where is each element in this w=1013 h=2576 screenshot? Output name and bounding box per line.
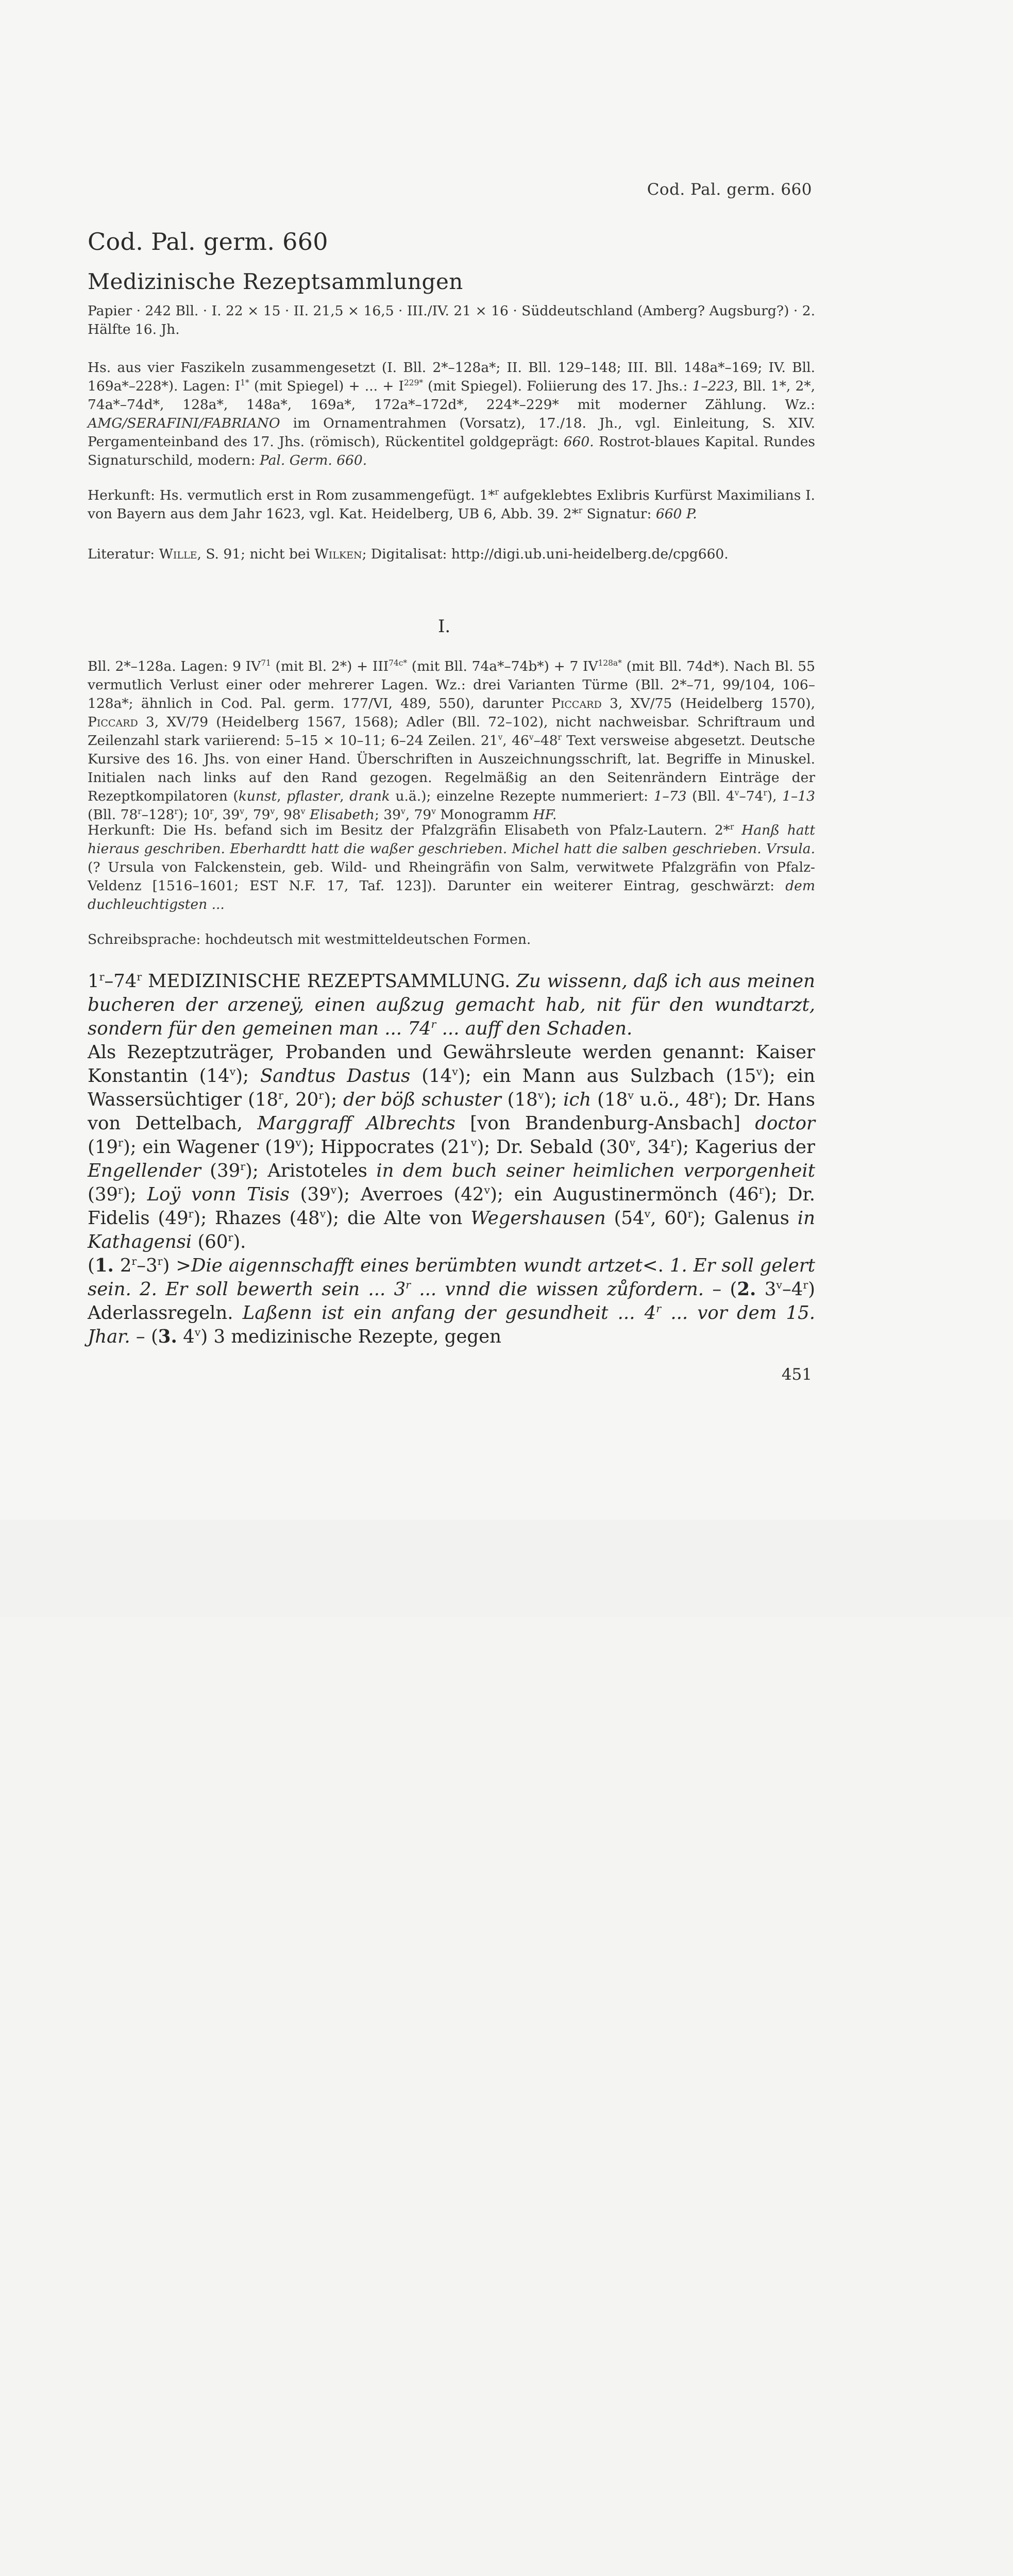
physical-description: Papier · 242 Bll. · I. 22 × 15 · II. 21,5 × 16,5 · III./IV. 21 × 16 · Süddeutschland (Amberg? Augsburg?) · 2. Hälfte 16. Jh. [88,303,815,337]
footer-bar [0,1520,1013,1617]
section-numeral: I. [438,616,451,637]
page-number: 451 [781,1365,812,1384]
entry-subtitle: Medizinische Rezeptsammlungen [88,269,463,294]
entry-title: Cod. Pal. germ. 660 [88,228,328,256]
section-description: Bll. 2*–128a. Lagen: 9 IV$^{71}$ (mit Bl. $2*) + III^{74c*}$ (mit Bll. 74a*–74b*) + 7 $IV^{128a*}$ (mit Bll. 74d*). Nach Bl. 55 vermutlich Verlust einer oder mehrerer Lagen. Wz.: drei Varianten Türme (Bll. 2*–71, 99/104, 106–128a*; ähnlich in Cod. Pal. germ. 177/VI, 489, 550), darunter Piccard 3, XV/75 (Heidelberg 1570), Piccard 3, XV/79 (Heidelberg 1567, 1568); Adler (Bll. 72–102), nicht nachweisbar. Schriftraum und Zeilenzahl stark variierend: 5–15 × 10–11; 6–24 Zeilen. 21$^v$, 46$^v$–48$^r$ Text versweise abgesetzt. Deutsche Kursive des 16. Jhs. von einer Hand. Überschriften in Auszeichnungsschrift, lat. Begriffe in Minuskel. Initialen nach links auf den Rand gezogen. Regelmäßig an den Seitenrändern Einträge der Rezeptkompilatoren (kunst, pflaster, drank u.ä.); einzelne Rezepte nummeriert: 1–73 (Bll. 4$^v$–74$^r$), 1–13 (Bll. 78$^r$–128$^r$); 10$^r$, 39$^v$, 79$^v$, 98$^v$ Elisabeth; 39$^v$, 79$^v$ Monogramm HF. [88,658,815,823]
section-language: Schreibsprache: hochdeutsch mit westmitteldeutschen Formen. [88,931,531,947]
codicology-paragraph: Hs. aus vier Faszikeln zusammengesetzt (I. Bll. 2*–128a*; II. Bll. 129–148; III. Bll. 148a*–169; IV. Bll. 169a*–228*). Lagen: $I^{1*}$ (mit Spiegel) + ... + $I^{229*}$ (mit Spiegel). Foliierung des 17. Jhs.: 1–223, Bll. 1*, 2*, 74a*–74d*, 128a*, 148a*, 169a*, 172a*–172d*, 224*–229* mit moderner Zählung. Wz.: AMG/SERAFINI/FABRIANO im Ornamentrahmen (Vorsatz), 17./18. Jh., vgl. Einleitung, S. XIV. Pergamenteinband des 17. Jhs. (römisch), Rückentitel goldgeprägt: 660. Rostrot-blaues Kapital. Rundes Signaturschild, modern: Pal. Germ. 660. [88,360,816,468]
content-entry: 1$^r$–74$^r$ MEDIZINISCHE REZEPTSAMMLUNG. Zu wissenn, daß ich aus meinen bucheren der arzeneÿ, einen außzug gemacht hab, nit für den wundtarzt, sondern für den gemeinen man ... 74$^r$ ... auff den Schaden. Als Rezeptzuträger, Probanden und Gewährsleute werden genannt: Kaiser Konstantin (14$^v$); Sandtus Dastus (14$^v$); ein Mann aus Sulzbach (15$^v$); ein Wassersüchtiger (18$^r$, 20$^r$); der böß schuster (18$^v$); ich (18$^v$ u.ö., 48$^r$); Dr. Hans von Dettelbach, Marggraff Albrechts [von Brandenburg-Ansbach] doctor (19$^r$); ein Wagener (19$^v$); Hippocrates (21$^v$); Dr. Sebald (30$^v$, 34$^r$); Kagerius der Engellender (39$^r$); Aristoteles in dem buch seiner heimlichen verporgenheit (39$^r$); Loÿ vonn Tisis (39$^v$); Averroes (42$^v$); ein Augustinermönch (46$^r$); Dr. Fidelis (49$^r$); Rhazes (48$^v$); die Alte von Wegershausen (54$^v$, 60$^r$); Galenus in Kathagensi (60$^r$). (1. $2^r-3^r) >Die$ aigennschafft eines berümbten wundt artzet<. 1. Er soll gelert sein. 2. Er soll bewerth sein ... 3$^r$ ... vnnd die wissen zůfordern. – (2. 3$^v$–4$^r$) Aderlassregeln. Laßenn ist ein anfang der gesundheit ... 4$^r$ ... vor dem 15. Jhar. – (3. 4$^v$) 3 medizinische Rezepte, gegen [88,971,816,1347]
running-head: Cod. Pal. germ. 660 [647,180,812,199]
provenance-paragraph: Herkunft: Hs. vermutlich erst in Rom zusammengefügt. 1*$^r$ aufgeklebtes Exlibris Kurfürst Maximilians I. von Bayern aus dem Jahr 1623, vgl. Kat. Heidelberg, UB 6, Abb. 39. 2*$^r$ Signatur: 660 P. [88,487,815,522]
section-provenance: Herkunft: Die Hs. befand sich im Besitz der Pfalzgräfin Elisabeth von Pfalz-Lautern. 2*$^r$ Hanß hatt hieraus geschriben. Eberhardtt hatt die waßer geschrieben. Michel hatt die salben geschrieben. Vrsula. (? Ursula von Falckenstein, geb. Wild- und Rheingräfin von Salm, verwitwete Pfalzgräfin von Pfalz-Veldenz [1516–1601; EST N.F. 17, Taf. 123]). Darunter ein weiterer Eintrag, geschwärzt: dem duchleuchtigsten ... [88,822,815,912]
literature-paragraph: Literatur: Wille, S. 91; nicht bei Wilken; Digitalisat: http://digi.ub.uni-heidelberg.de/cpg660. [88,546,729,562]
